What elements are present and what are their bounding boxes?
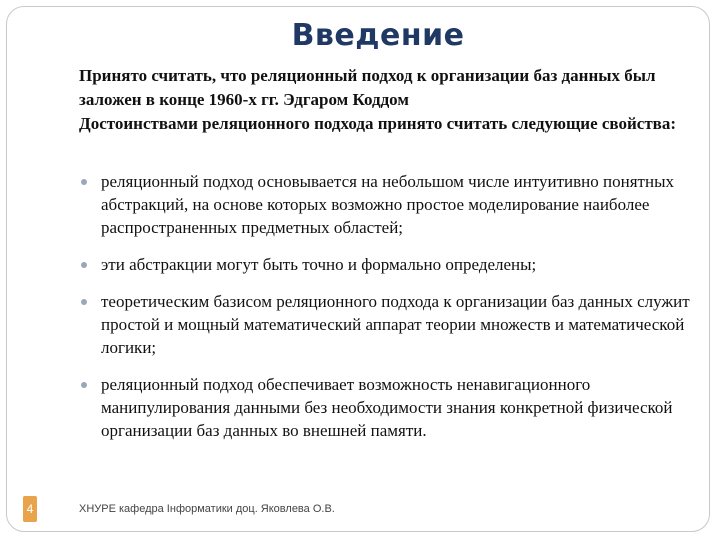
bullet-text: реляционный подход основывается на небольшом числе интуитивно понятных абстракций, на основе которых возможно простое моделирование наиболее распространенных предметных областей; (101, 172, 674, 237)
footer-text: ХНУРЕ кафедра Інформатики доц. Яковлева О.В. (79, 503, 335, 515)
bullet-item (79, 373, 699, 442)
bullet-dot-icon (81, 262, 87, 268)
slide-title: Введение (291, 18, 465, 53)
bullet-item (79, 290, 699, 359)
bullet-text: реляционный подход обеспечивает возможность ненавигационного манипулирования данными без необходимости знания конкретной физической организации баз данных во внешней памяти. (101, 375, 673, 440)
intro-paragraph-1: Принято считать, что реляционный подход к организации баз данных был заложен в конце 1960-х гг. Эдгаром Коддом (79, 66, 656, 109)
bullet-text: эти абстракции могут быть точно и формально определены; (101, 255, 537, 274)
bullet-dot-icon (81, 382, 87, 388)
bullet-dot-icon (81, 179, 87, 185)
intro-paragraph-2: Достоинствами реляционного подхода принято считать следующие свойства: (79, 114, 677, 133)
bullet-item (79, 253, 699, 276)
page-number-badge: 4 (23, 496, 37, 522)
bullet-item (79, 170, 699, 239)
bullet-list (79, 170, 699, 456)
bullet-text: теоретическим базисом реляционного подхода к организации баз данных служит простой и мощный математический аппарат теории множеств и математической логики; (101, 292, 690, 357)
bullet-dot-icon (81, 299, 87, 305)
